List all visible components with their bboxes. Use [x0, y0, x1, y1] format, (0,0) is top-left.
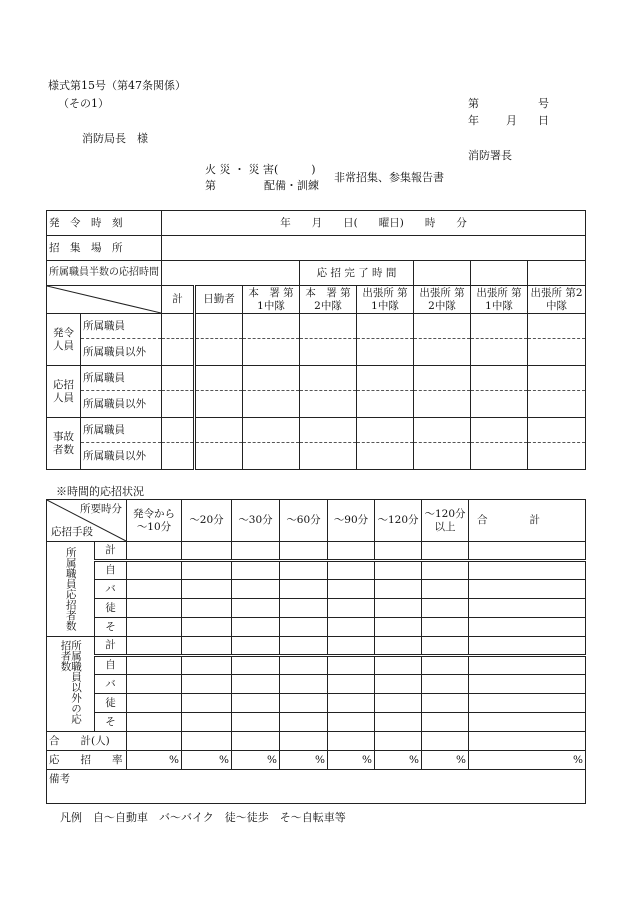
cell	[357, 418, 414, 443]
time-col: ～60分	[280, 500, 328, 542]
cell	[469, 713, 586, 732]
rate-label: 応 招 率	[47, 751, 127, 770]
cell	[127, 561, 182, 580]
row-label: 所属職員以外	[81, 443, 162, 470]
half-value	[162, 261, 300, 286]
rate-pct: %	[182, 751, 232, 770]
cell	[182, 561, 232, 580]
cell	[528, 391, 586, 418]
cell	[528, 418, 586, 443]
cell	[328, 542, 375, 561]
rate-pct: %	[232, 751, 280, 770]
cell	[280, 656, 328, 675]
cell	[375, 675, 422, 694]
header-diagonal	[47, 286, 162, 314]
cell	[232, 542, 280, 561]
cell	[328, 637, 375, 656]
cell	[162, 314, 195, 339]
time-col: ～20分	[182, 500, 232, 542]
cell	[414, 339, 471, 366]
cell	[232, 561, 280, 580]
cell	[162, 366, 195, 391]
total-col: 合 計	[469, 500, 586, 542]
cell	[469, 637, 586, 656]
order-time-label: 発 令 時 刻	[47, 211, 162, 236]
complete-label: 応 招 完 了 時 間	[300, 261, 414, 286]
order-time-value: 年 月 日( 曜日) 時 分	[162, 211, 586, 236]
cell	[182, 599, 232, 618]
cell	[182, 713, 232, 732]
col-day: 日勤者	[195, 286, 243, 314]
cell	[414, 418, 471, 443]
cell	[471, 443, 528, 470]
cell	[162, 443, 195, 470]
date-day: 日	[538, 114, 549, 127]
cell	[280, 618, 328, 637]
cell	[280, 599, 328, 618]
row-label: 所属職員	[81, 314, 162, 339]
cell	[357, 443, 414, 470]
row-label: 所属職員以外	[81, 339, 162, 366]
cell	[127, 732, 182, 751]
cell	[328, 656, 375, 675]
cell	[414, 314, 471, 339]
diag-header	[47, 500, 127, 542]
cell	[232, 599, 280, 618]
cell	[422, 694, 469, 713]
cell	[375, 618, 422, 637]
cell	[127, 618, 182, 637]
cell	[375, 656, 422, 675]
cell	[127, 713, 182, 732]
timing-table	[46, 499, 586, 804]
diag-top: 所要時分	[80, 503, 122, 515]
cell	[280, 675, 328, 694]
cell	[232, 694, 280, 713]
cell	[127, 580, 182, 599]
cell	[528, 314, 586, 339]
cell	[375, 561, 422, 580]
row-label: 所属職員以外	[81, 391, 162, 418]
place-value	[162, 236, 586, 261]
cell	[232, 580, 280, 599]
cell	[328, 580, 375, 599]
cell	[182, 542, 232, 561]
cell	[471, 314, 528, 339]
cell	[375, 732, 422, 751]
cell	[469, 561, 586, 580]
time-col: ～120分以上	[422, 500, 469, 542]
cell	[280, 637, 328, 656]
cell	[195, 314, 243, 339]
half-label: 所属職員半数の応招時間	[47, 261, 162, 286]
cell	[469, 580, 586, 599]
cell	[469, 656, 586, 675]
cell	[422, 732, 469, 751]
cell	[422, 637, 469, 656]
cell	[469, 675, 586, 694]
cell	[182, 694, 232, 713]
legend: 凡例 自～自動車 バ～バイク 徒～徒歩 そ～自転車等	[60, 811, 346, 824]
means: そ	[95, 618, 127, 637]
form-part: （その1）	[58, 97, 109, 110]
title-line1: 火 災 ・ 災 害( )	[205, 163, 316, 176]
means: 自	[95, 561, 127, 580]
cell	[195, 391, 243, 418]
rate-pct: %	[422, 751, 469, 770]
cell	[528, 339, 586, 366]
cell	[300, 339, 357, 366]
cell	[357, 314, 414, 339]
cell	[328, 599, 375, 618]
cell	[328, 713, 375, 732]
means: 自	[95, 656, 127, 675]
sum-label: 合 計(人)	[47, 732, 127, 751]
cell	[162, 339, 195, 366]
means: バ	[95, 580, 127, 599]
means: そ	[95, 713, 127, 732]
cell	[300, 391, 357, 418]
cell	[232, 656, 280, 675]
cell	[469, 542, 586, 561]
cell	[280, 580, 328, 599]
cell	[422, 561, 469, 580]
time-col: ～90分	[328, 500, 375, 542]
cell	[422, 713, 469, 732]
cell	[414, 366, 471, 391]
cell	[375, 542, 422, 561]
group-label: 発令人員	[47, 314, 81, 366]
remarks: 備考	[47, 770, 586, 804]
rate-pct: %	[280, 751, 328, 770]
row-label: 所属職員	[81, 418, 162, 443]
rate-pct: %	[469, 751, 586, 770]
addressee: 消防局長 様	[82, 132, 148, 145]
sender: 消防署長	[468, 149, 512, 162]
cell	[280, 694, 328, 713]
col-unit: 出張所 第2中隊	[414, 286, 471, 314]
cell	[300, 443, 357, 470]
section2-title: ※時間的応招状況	[56, 485, 144, 498]
cell	[232, 637, 280, 656]
means: 計	[95, 542, 127, 561]
date-year: 年	[468, 114, 479, 127]
summons-table	[46, 210, 586, 470]
complete-value-2	[471, 261, 528, 286]
time-col: ～30分	[232, 500, 280, 542]
cell	[195, 443, 243, 470]
time-col: 発令から～10分	[127, 500, 182, 542]
cell	[243, 339, 300, 366]
col-unit: 本 署 第2中隊	[300, 286, 357, 314]
cell	[357, 391, 414, 418]
cell	[182, 637, 232, 656]
cell	[300, 418, 357, 443]
cell	[127, 599, 182, 618]
cell	[375, 599, 422, 618]
cell	[469, 618, 586, 637]
col-unit: 出張所 第1中隊	[357, 286, 414, 314]
cell	[375, 694, 422, 713]
cell	[280, 713, 328, 732]
cell	[127, 542, 182, 561]
col-unit: 本 署 第1中隊	[243, 286, 300, 314]
cell	[243, 366, 300, 391]
cell	[471, 339, 528, 366]
form-number: 様式第15号（第47条関係）	[48, 79, 186, 92]
cell	[243, 418, 300, 443]
cell	[232, 618, 280, 637]
cell	[182, 580, 232, 599]
cell	[422, 618, 469, 637]
cell	[328, 732, 375, 751]
cell	[471, 366, 528, 391]
rate-pct: %	[328, 751, 375, 770]
cell	[127, 637, 182, 656]
cell	[243, 443, 300, 470]
cell	[328, 561, 375, 580]
rate-pct: %	[127, 751, 182, 770]
group2-label: 所属職員以外の応招者数	[47, 637, 95, 732]
cell	[375, 713, 422, 732]
cell	[195, 418, 243, 443]
cell	[375, 580, 422, 599]
cell	[528, 366, 586, 391]
cell	[280, 732, 328, 751]
cell	[300, 366, 357, 391]
diag-bottom: 応招手段	[51, 525, 93, 538]
cell	[195, 339, 243, 366]
cell	[422, 599, 469, 618]
report-title: 非常招集、参集報告書	[334, 171, 444, 184]
cell	[182, 656, 232, 675]
time-col: ～120分	[375, 500, 422, 542]
cell	[471, 418, 528, 443]
cell	[182, 618, 232, 637]
number-suffix: 号	[538, 97, 549, 110]
title-line2-b: 配備・訓練	[264, 179, 319, 192]
title-line2-a: 第	[205, 179, 216, 192]
cell	[182, 732, 232, 751]
cell	[375, 637, 422, 656]
cell	[127, 656, 182, 675]
cell	[127, 675, 182, 694]
cell	[422, 542, 469, 561]
cell	[232, 713, 280, 732]
cell	[469, 732, 586, 751]
complete-value-3	[528, 261, 586, 286]
cell	[328, 618, 375, 637]
cell	[243, 314, 300, 339]
cell	[422, 656, 469, 675]
rate-pct: %	[375, 751, 422, 770]
col-unit: 出張所 第1中隊	[471, 286, 528, 314]
cell	[162, 418, 195, 443]
date-month: 月	[506, 114, 517, 127]
cell	[182, 675, 232, 694]
means: 徒	[95, 599, 127, 618]
place-label: 招 集 場 所	[47, 236, 162, 261]
cell	[243, 391, 300, 418]
row-label: 所属職員	[81, 366, 162, 391]
cell	[300, 314, 357, 339]
cell	[232, 675, 280, 694]
cell	[414, 391, 471, 418]
group-label: 応招人員	[47, 366, 81, 418]
cell	[328, 675, 375, 694]
means: 徒	[95, 694, 127, 713]
col-total: 計	[162, 286, 195, 314]
cell	[280, 561, 328, 580]
cell	[471, 391, 528, 418]
cell	[422, 580, 469, 599]
means: 計	[95, 637, 127, 656]
col-unit: 出張所 第2中隊	[528, 286, 586, 314]
cell	[357, 366, 414, 391]
cell	[422, 675, 469, 694]
cell	[162, 391, 195, 418]
cell	[357, 339, 414, 366]
cell	[469, 694, 586, 713]
complete-value-1	[414, 261, 471, 286]
cell	[528, 443, 586, 470]
cell	[280, 542, 328, 561]
group1-label: 所属職員応招者数	[47, 542, 95, 637]
means: バ	[95, 675, 127, 694]
cell	[195, 366, 243, 391]
cell	[469, 599, 586, 618]
cell	[232, 732, 280, 751]
group-label: 事故者数	[47, 418, 81, 470]
cell	[127, 694, 182, 713]
number-label: 第	[468, 97, 479, 110]
cell	[328, 694, 375, 713]
cell	[414, 443, 471, 470]
